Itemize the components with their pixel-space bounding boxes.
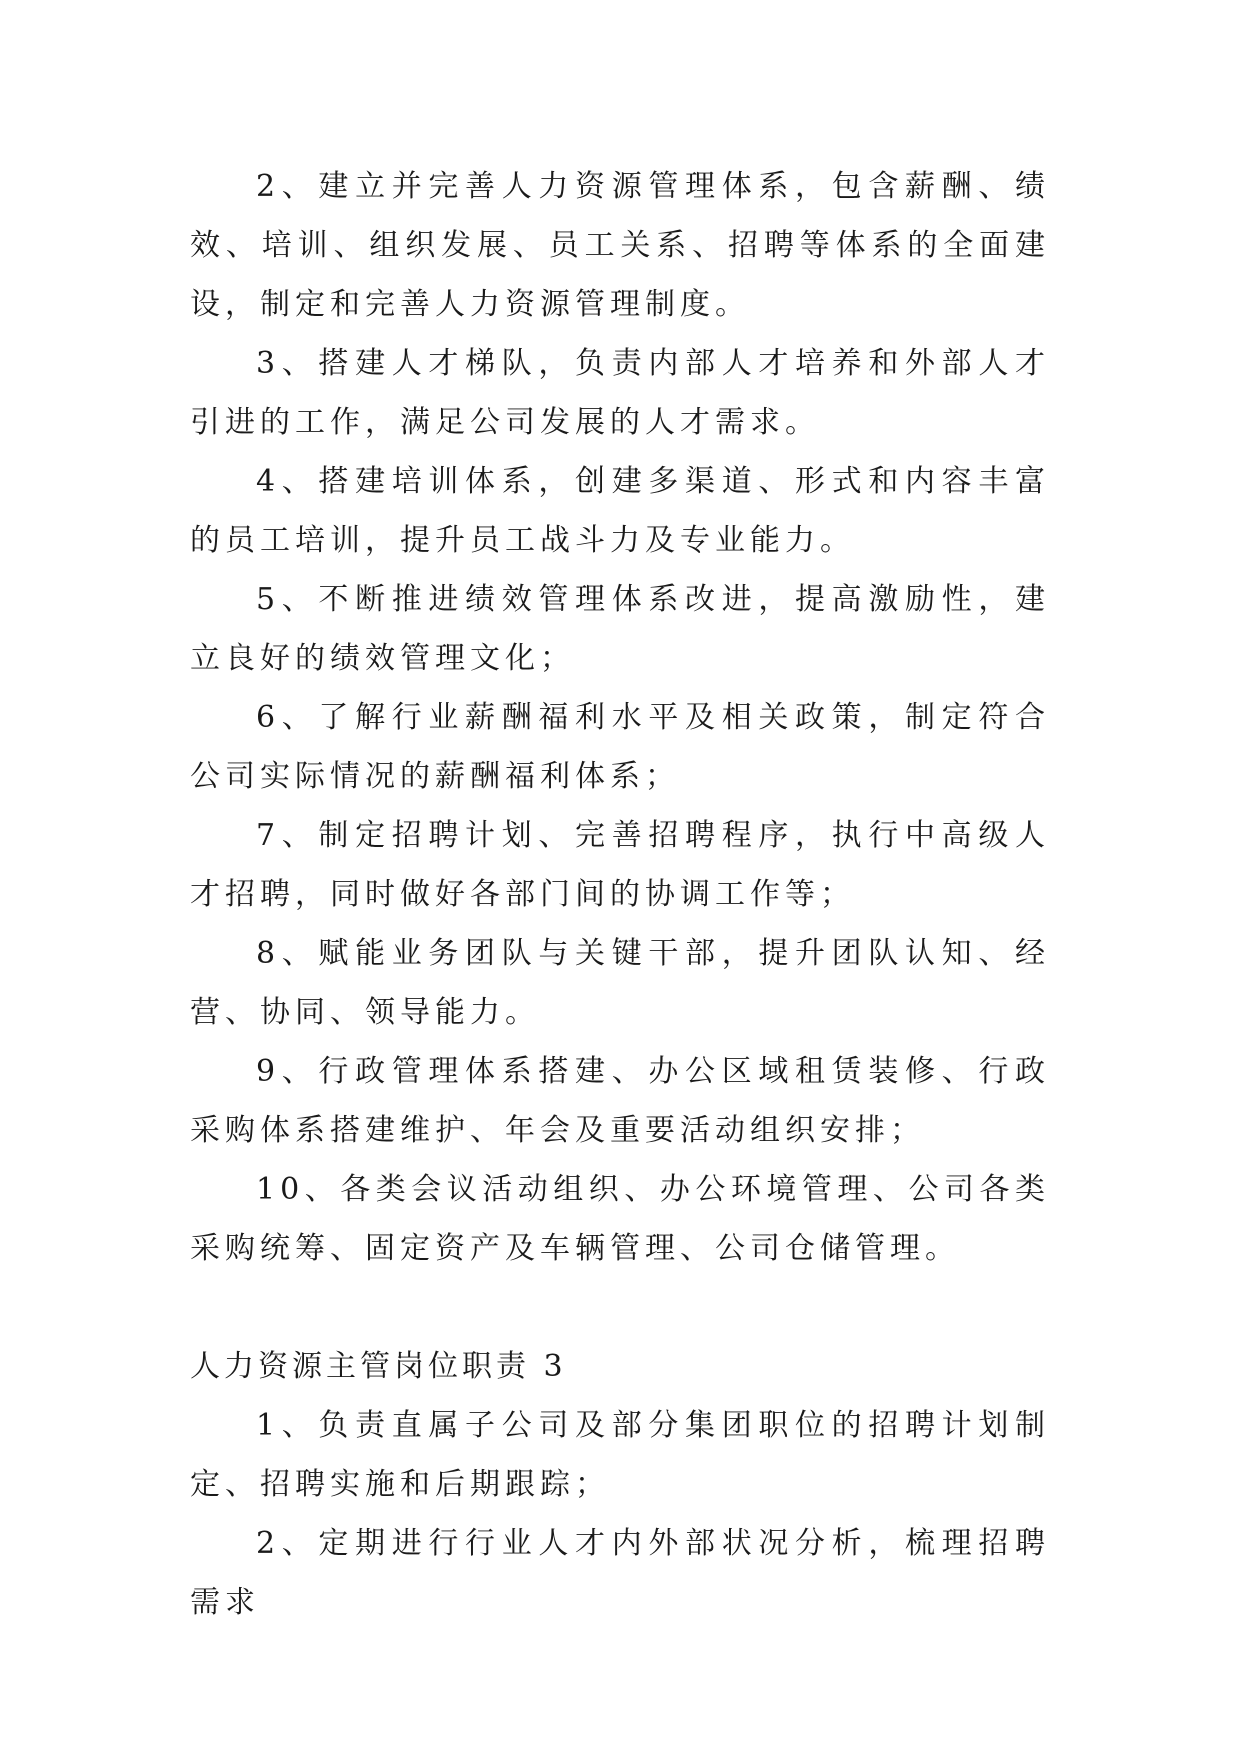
paragraph-item: 10、各类会议活动组织、办公环境管理、公司各类采购统筹、固定资产及车辆管理、公司仓储管理。 — [190, 1172, 1050, 1266]
paragraph-item: 7、制定招聘计划、完善招聘程序，执行中高级人才招聘，同时做好各部门间的协调工作等； — [190, 818, 1050, 912]
paragraph-item: 8、赋能业务团队与关键干部，提升团队认知、经营、协同、领导能力。 — [190, 936, 1050, 1030]
paragraph-item: 1、负责直属子公司及部分集团职位的招聘计划制定、招聘实施和后期跟踪； — [190, 1408, 1050, 1502]
paragraph-item: 6、了解行业薪酬福利水平及相关政策，制定符合公司实际情况的薪酬福利体系； — [190, 700, 1050, 794]
paragraph-item: 9、行政管理体系搭建、办公区域租赁装修、行政采购体系搭建维护、年会及重要活动组织安排； — [190, 1054, 1050, 1148]
paragraph-item: 2、定期进行行业人才内外部状况分析，梳理招聘需求 — [190, 1526, 1050, 1620]
document-body — [190, 157, 1050, 1632]
paragraph-item: 4、搭建培训体系，创建多渠道、形式和内容丰富的员工培训，提升员工战斗力及专业能力。 — [190, 464, 1050, 558]
section-spacer — [190, 1278, 1050, 1337]
paragraph-item: 3、搭建人才梯队，负责内部人才培养和外部人才引进的工作，满足公司发展的人才需求。 — [190, 346, 1050, 440]
paragraph-item: 5、不断推进绩效管理体系改进，提高激励性，建立良好的绩效管理文化； — [190, 582, 1050, 676]
paragraph-item: 2、建立并完善人力资源管理体系，包含薪酬、绩效、培训、组织发展、员工关系、招聘等体系的全面建设，制定和完善人力资源管理制度。 — [190, 169, 1050, 322]
section-heading: 人力资源主管岗位职责 3 — [190, 1349, 567, 1384]
